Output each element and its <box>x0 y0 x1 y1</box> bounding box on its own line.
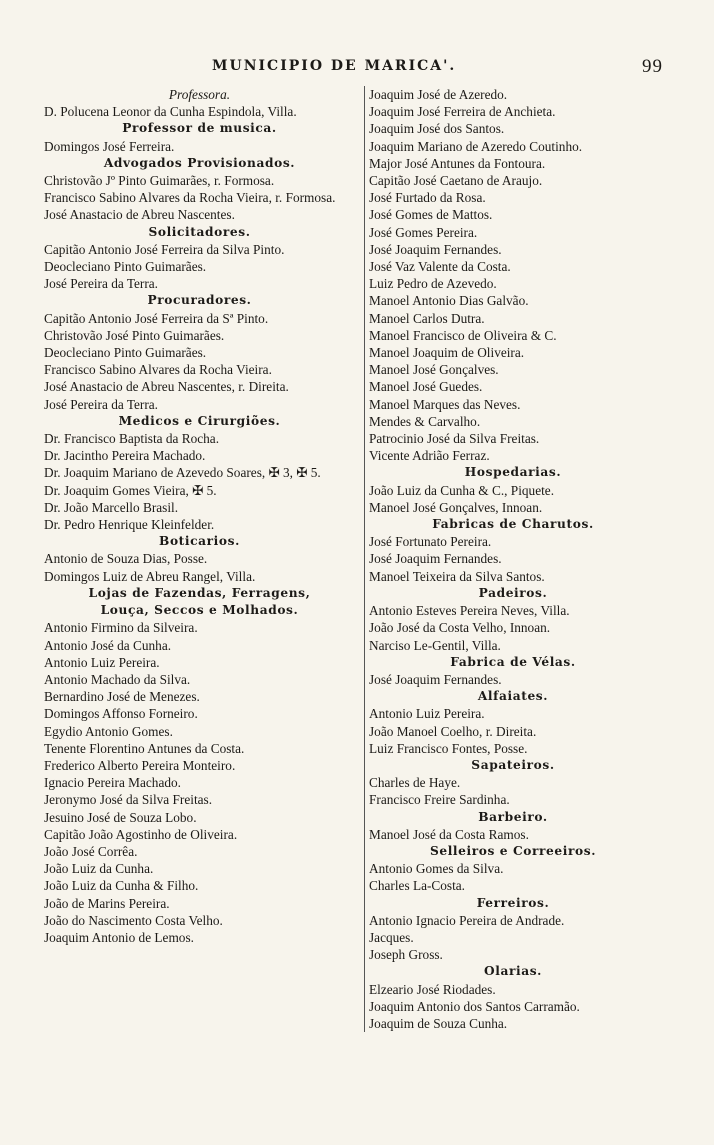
directory-entry: José Gomes de Mattos. <box>369 207 493 223</box>
directory-entry: Capitão João Agostinho de Oliveira. <box>44 826 238 842</box>
directory-entry: Christovão José Pinto Guimarães. <box>44 327 225 343</box>
directory-entry: Antonio Esteves Pereira Neves, Villa. <box>369 603 570 619</box>
section-heading: Fabricas de Charutos. <box>432 517 594 532</box>
directory-entry: Luiz Francisco Fontes, Posse. <box>369 740 528 756</box>
directory-entry: José Joaquim Fernandes. <box>369 671 502 687</box>
directory-entry: Mendes & Carvalho. <box>369 413 481 429</box>
directory-entry: Manoel José Gonçalves, Innoan. <box>369 499 543 515</box>
directory-entry: Manoel José da Costa Ramos. <box>369 826 529 842</box>
directory-entry: Antonio Ignacio Pereira de Andrade. <box>369 912 565 928</box>
page-header <box>0 58 714 80</box>
directory-entry: Frederico Alberto Pereira Monteiro. <box>44 757 236 773</box>
directory-entry: Joaquim Antonio de Lemos. <box>44 929 194 945</box>
directory-entry: Antonio Luiz Pereira. <box>44 654 160 670</box>
section-heading: Selleiros e Correeiros. <box>429 843 597 858</box>
directory-entry: José Fortunato Pereira. <box>369 534 492 550</box>
section-heading: Alfaiates. <box>477 689 549 704</box>
directory-entry: Luiz Pedro de Azevedo. <box>369 276 497 292</box>
directory-entry: Bernardino José de Menezes. <box>44 689 200 705</box>
directory-entry: Francisco Sabino Alvares da Rocha Vieira, r. Formosa. <box>44 190 336 206</box>
directory-entry: José Pereira da Terra. <box>44 276 159 292</box>
directory-entry: Manoel Carlos Dutra. <box>369 310 485 326</box>
directory-entry: Narciso Le-Gentil, Villa. <box>369 637 501 653</box>
directory-entry: João Luiz da Cunha & Filho. <box>44 878 199 894</box>
directory-entry: Dr. Jacintho Pereira Machado. <box>44 448 206 464</box>
directory-entry: Antonio Gomes da Silva. <box>369 861 504 877</box>
directory-entry: Joaquim Antonio dos Santos Carramão. <box>369 998 580 1014</box>
section-heading: Solicitadores. <box>148 224 251 239</box>
directory-entry: Patrocinio José da Silva Freitas. <box>369 431 540 447</box>
directory-entry: Antonio Firmino da Silveira. <box>44 620 198 636</box>
directory-entry: João Manoel Coelho, r. Direita. <box>369 723 537 739</box>
section-heading: Fabrica de Vélas. <box>450 654 576 669</box>
section-heading: Medicos e Cirurgiões. <box>118 413 281 428</box>
directory-entry: Dr. Joaquim Gomes Vieira, ✠ 5. <box>44 482 217 498</box>
directory-entry: Egydio Antonio Gomes. <box>44 723 173 739</box>
directory-entry: João Luiz da Cunha. <box>44 861 154 877</box>
left-column <box>44 86 355 946</box>
directory-entry: Manoel José Gonçalves. <box>369 362 499 378</box>
right-column <box>364 86 657 1032</box>
directory-entry: Joseph Gross. <box>369 947 443 963</box>
directory-entry: Joaquim José dos Santos. <box>369 121 505 137</box>
directory-entry: José Anastacio de Abreu Nascentes, r. Direita. <box>44 379 289 395</box>
directory-entry: José Anastacio de Abreu Nascentes. <box>44 207 235 223</box>
directory-entry: José Pereira da Terra. <box>44 396 159 412</box>
section-heading: Lojas de Fazendas, Ferragens, <box>88 585 311 600</box>
directory-entry: Antonio Machado da Silva. <box>44 671 191 687</box>
directory-entry: Vicente Adrião Ferraz. <box>369 448 490 464</box>
directory-entry: João do Nascimento Costa Velho. <box>44 912 223 928</box>
page-title: MUNICIPIO DE MARICA'. <box>212 58 457 74</box>
directory-entry: D. Polucena Leonor da Cunha Espindola, Villa. <box>44 104 297 120</box>
section-heading: Ferreiros. <box>476 895 550 910</box>
directory-entry: José Joaquim Fernandes. <box>369 241 502 257</box>
directory-entry: Ignacio Pereira Machado. <box>44 775 181 791</box>
directory-entry: Manoel Antonio Dias Galvão. <box>369 293 529 309</box>
directory-entry: Domingos Affonso Forneiro. <box>44 706 198 722</box>
directory-entry: Dr. Joaquim Mariano de Azevedo Soares, ✠ 3, ✠ 5. <box>44 465 321 481</box>
directory-entry: Elzeario José Riodades. <box>369 981 496 997</box>
directory-entry: Antonio Luiz Pereira. <box>369 706 485 722</box>
directory-entry: Dr. Pedro Henrique Kleinfelder. <box>44 517 215 533</box>
section-heading: Boticarios. <box>159 534 240 549</box>
directory-entry: Dr. João Marcello Brasil. <box>44 499 179 515</box>
directory-entry: Domingos José Ferreira. <box>44 138 175 154</box>
directory-entry: João José da Costa Velho, Innoan. <box>369 620 551 636</box>
directory-entry: Antonio José da Cunha. <box>44 637 172 653</box>
section-heading: Barbeiro. <box>478 809 548 824</box>
directory-entry: José Furtado da Rosa. <box>369 190 486 206</box>
directory-entry: Christovão Jº Pinto Guimarães, r. Formosa. <box>44 173 275 189</box>
directory-entry: Charles de Haye. <box>369 775 461 791</box>
directory-entry: Domingos Luiz de Abreu Rangel, Villa. <box>44 568 256 584</box>
directory-entry: Joaquim de Souza Cunha. <box>369 1015 508 1031</box>
section-heading: Procuradores. <box>147 293 252 308</box>
directory-entry: Joaquim José de Azeredo. <box>369 87 508 102</box>
directory-entry: Tenente Florentino Antunes da Costa. <box>44 740 245 756</box>
section-heading: Padeiros. <box>478 585 548 600</box>
directory-entry: Manoel Joaquim de Oliveira. <box>369 345 525 361</box>
directory-entry: João Luiz da Cunha & C., Piquete. <box>369 482 555 498</box>
directory-entry: João José Corrêa. <box>44 843 138 859</box>
directory-entry: Dr. Francisco Baptista da Rocha. <box>44 431 220 447</box>
directory-entry: Francisco Sabino Alvares da Rocha Vieira. <box>44 362 272 378</box>
directory-entry: João de Marins Pereira. <box>44 895 170 911</box>
directory-entry: José Gomes Pereira. <box>369 224 478 240</box>
directory-entry: Capitão Antonio José Ferreira da Sª Pinto. <box>44 310 269 326</box>
section-heading: Olarias. <box>484 964 542 979</box>
directory-entry: Jacques. <box>369 929 414 945</box>
directory-entry: José Vaz Valente da Costa. <box>369 259 511 275</box>
directory-entry: Francisco Freire Sardinha. <box>369 792 510 808</box>
section-heading: Advogados Provisionados. <box>103 155 296 170</box>
directory-entry: Jesuino José de Souza Lobo. <box>44 809 197 825</box>
directory-entry: Deocleciano Pinto Guimarães. <box>44 345 207 361</box>
directory-entry: Jeronymo José da Silva Freitas. <box>44 792 213 808</box>
directory-entry: Deocleciano Pinto Guimarães. <box>44 259 207 275</box>
section-heading: Sapateiros. <box>471 757 555 772</box>
section-heading: Professor de musica. <box>122 121 277 136</box>
directory-entry: Major José Antunes da Fontoura. <box>369 155 546 171</box>
directory-entry: Antonio de Souza Dias, Posse. <box>44 551 208 567</box>
directory-entry: Charles La-Costa. <box>369 878 466 894</box>
directory-entry: Manoel José Guedes. <box>369 379 483 395</box>
directory-entry: Capitão José Caetano de Araujo. <box>369 173 543 189</box>
directory-entry: Manoel Francisco de Oliveira & C. <box>369 327 557 343</box>
page-number: 99 <box>642 56 663 77</box>
section-heading: Professora. <box>168 87 231 102</box>
directory-entry: Joaquim José Ferreira de Anchieta. <box>369 104 556 120</box>
directory-entry: Manoel Marques das Neves. <box>369 396 521 412</box>
section-heading-continued: Louça, Seccos e Molhados. <box>100 603 299 618</box>
directory-entry: José Joaquim Fernandes. <box>369 551 502 567</box>
directory-entry: Manoel Teixeira da Silva Santos. <box>369 568 545 584</box>
directory-entry: Joaquim Mariano de Azeredo Coutinho. <box>369 138 583 154</box>
directory-entry: Capitão Antonio José Ferreira da Silva Pinto. <box>44 241 285 257</box>
section-heading: Hospedarias. <box>464 465 562 480</box>
